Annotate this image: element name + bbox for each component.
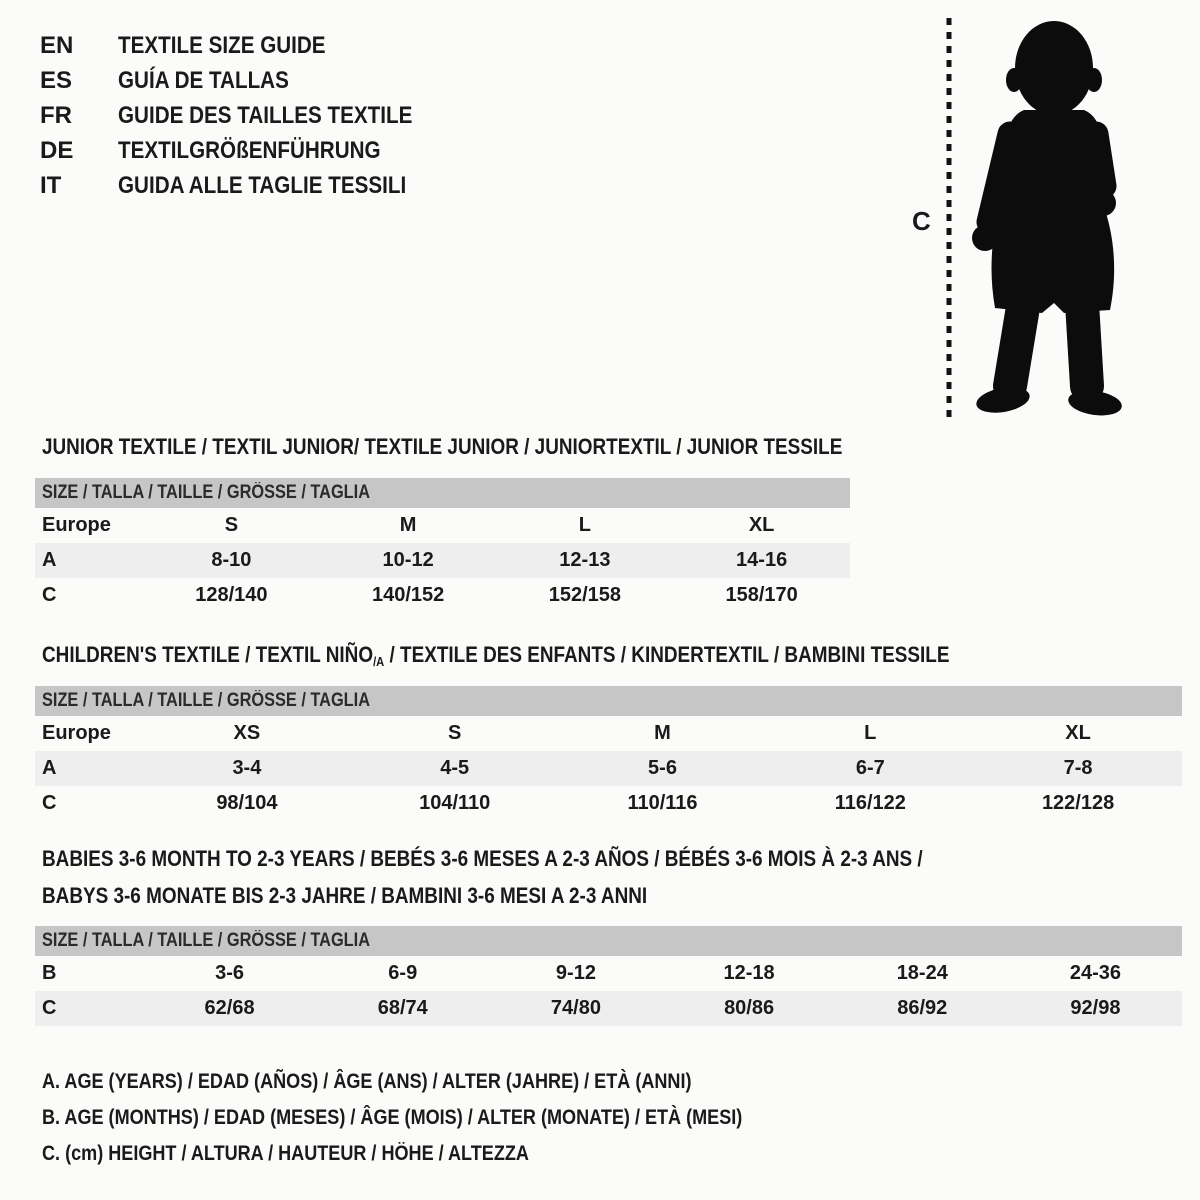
- row-label: A: [42, 549, 57, 571]
- row-label: Europe: [42, 722, 111, 744]
- age-cell: 10-12: [382, 549, 434, 571]
- size-cell: S: [448, 722, 462, 744]
- language-row-es: [40, 63, 460, 98]
- table-row-height: [35, 786, 1182, 821]
- legend-text-b: B. AGE (MONTHS) / EDAD (MESES) / ÂGE (MOIS) / ALTER (MONATE) / ETÀ (MESI): [42, 1106, 743, 1129]
- age-cell: 12-13: [559, 549, 611, 571]
- size-header-label: SIZE / TALLA / TAILLE / GRÖSSE / TAGLIA: [42, 482, 371, 503]
- legend-line-a: [42, 1064, 856, 1100]
- language-row-en: [40, 28, 460, 63]
- table-row-age: [35, 751, 1182, 786]
- children-size-table: [35, 686, 1182, 821]
- size-cell: M: [654, 722, 671, 744]
- age-cell: 5-6: [648, 757, 677, 779]
- language-code: DE: [40, 136, 74, 164]
- height-cell: 122/128: [1041, 792, 1115, 814]
- height-cell: 68/74: [377, 997, 428, 1019]
- size-cell: S: [224, 514, 239, 536]
- row-label: C: [42, 584, 57, 606]
- language-row-de: [40, 133, 460, 168]
- size-header-label: SIZE / TALLA / TAILLE / GRÖSSE / TAGLIA: [42, 690, 371, 711]
- row-label: C: [42, 792, 57, 814]
- months-cell: 3-6: [215, 962, 245, 984]
- table-row-height: [35, 991, 1182, 1026]
- language-title-list: [40, 28, 460, 203]
- table-row-months: [35, 956, 1182, 991]
- language-code: FR: [40, 101, 72, 129]
- age-cell: 8-10: [211, 549, 252, 571]
- row-label: Europe: [42, 514, 111, 536]
- height-cell: 80/86: [724, 997, 775, 1019]
- toddler-silhouette-icon: [966, 18, 1138, 416]
- age-cell: 14-16: [736, 549, 788, 571]
- table-row-europe: [35, 508, 850, 543]
- size-cell: XL: [1065, 722, 1091, 744]
- height-cell: 152/158: [548, 584, 622, 606]
- table-row-europe: [35, 716, 1182, 751]
- height-cell: 92/98: [1070, 997, 1121, 1019]
- height-cell: 86/92: [897, 997, 948, 1019]
- months-cell: 24-36: [1069, 962, 1122, 984]
- measure-c-label: C: [912, 206, 931, 236]
- babies-section-title: [42, 846, 1066, 920]
- babies-size-header: [35, 926, 1182, 956]
- children-size-header: [35, 686, 1182, 716]
- junior-size-header: [35, 478, 850, 508]
- size-cell: L: [578, 514, 591, 536]
- size-header-label: SIZE / TALLA / TAILLE / GRÖSSE / TAGLIA: [42, 930, 371, 951]
- age-cell: 7-8: [1063, 757, 1093, 779]
- table-row-height: [35, 578, 850, 613]
- junior-size-table: [35, 478, 850, 613]
- height-cell: 116/122: [834, 792, 906, 814]
- guide-title-en: TEXTILE SIZE GUIDE: [118, 31, 326, 59]
- height-measure-figure: [900, 10, 1200, 422]
- height-cell: 62/68: [204, 997, 255, 1019]
- legend-line-c: [42, 1136, 856, 1172]
- babies-title-line1: BABIES 3-6 MONTH TO 2-3 YEARS / BEBÉS 3-6 MESES A 2-3 AÑOS / BÉBÉS 3-6 MOIS À 2-3 ANS /: [42, 846, 923, 871]
- height-cell: 128/140: [195, 584, 268, 606]
- guide-title-it: GUIDA ALLE TAGLIE TESSILI: [118, 171, 407, 199]
- children-section-title: [42, 642, 949, 675]
- legend-text-c: C. (cm) HEIGHT / ALTURA / HAUTEUR / HÖHE / ALTEZZA: [42, 1142, 529, 1165]
- language-code: EN: [40, 31, 74, 59]
- babies-size-table: [35, 926, 1182, 1026]
- children-title-subscript: /A: [373, 654, 385, 669]
- size-cell: XL: [748, 514, 775, 536]
- height-cell: 158/170: [725, 584, 798, 606]
- months-cell: 18-24: [896, 962, 948, 984]
- children-title-main: CHILDREN'S TEXTILE / TEXTIL NIÑO: [42, 642, 374, 667]
- age-cell: 3-4: [232, 757, 262, 779]
- months-cell: 12-18: [723, 962, 775, 984]
- age-cell: 4-5: [440, 757, 470, 779]
- size-cell: L: [864, 722, 877, 744]
- months-cell: 6-9: [388, 962, 418, 984]
- language-row-it: [40, 168, 460, 203]
- guide-title-de: TEXTILGRÖßENFÜHRUNG: [118, 136, 381, 164]
- legend-line-b: [42, 1100, 856, 1136]
- row-label: A: [42, 757, 57, 779]
- size-cell: M: [399, 514, 417, 536]
- height-cell: 110/116: [627, 792, 698, 814]
- children-title-rest: / TEXTILE DES ENFANTS / KINDERTEXTIL / BAMBINI TESSILE: [384, 642, 950, 667]
- row-label: B: [42, 962, 57, 984]
- guide-title-es: GUÍA DE TALLAS: [118, 66, 289, 94]
- legend-text-a: A. AGE (YEARS) / EDAD (AÑOS) / ÂGE (ANS) / ALTER (JAHRE) / ETÀ (ANNI): [42, 1070, 692, 1093]
- age-cell: 6-7: [855, 757, 885, 779]
- months-cell: 9-12: [555, 962, 596, 984]
- measure-legend: [42, 1064, 856, 1172]
- height-cell: 104/110: [419, 792, 491, 814]
- table-row-age: [35, 543, 850, 578]
- height-cell: 140/152: [371, 584, 445, 606]
- row-label: C: [42, 997, 57, 1019]
- guide-title-fr: GUIDE DES TAILLES TEXTILE: [118, 101, 413, 129]
- junior-section-title: JUNIOR TEXTILE / TEXTIL JUNIOR/ TEXTILE JUNIOR / JUNIORTEXTIL / JUNIOR TESSILE: [42, 434, 843, 459]
- babies-title-line2: BABYS 3-6 MONATE BIS 2-3 JAHRE / BAMBINI 3-6 MESI A 2-3 ANNI: [42, 883, 648, 908]
- height-cell: 74/80: [550, 997, 601, 1019]
- language-code: IT: [40, 171, 62, 199]
- size-cell: XS: [233, 722, 261, 744]
- height-cell: 98/104: [216, 792, 278, 814]
- height-dashed-line-icon: [946, 16, 952, 420]
- language-row-fr: [40, 98, 460, 133]
- language-code: ES: [40, 66, 73, 94]
